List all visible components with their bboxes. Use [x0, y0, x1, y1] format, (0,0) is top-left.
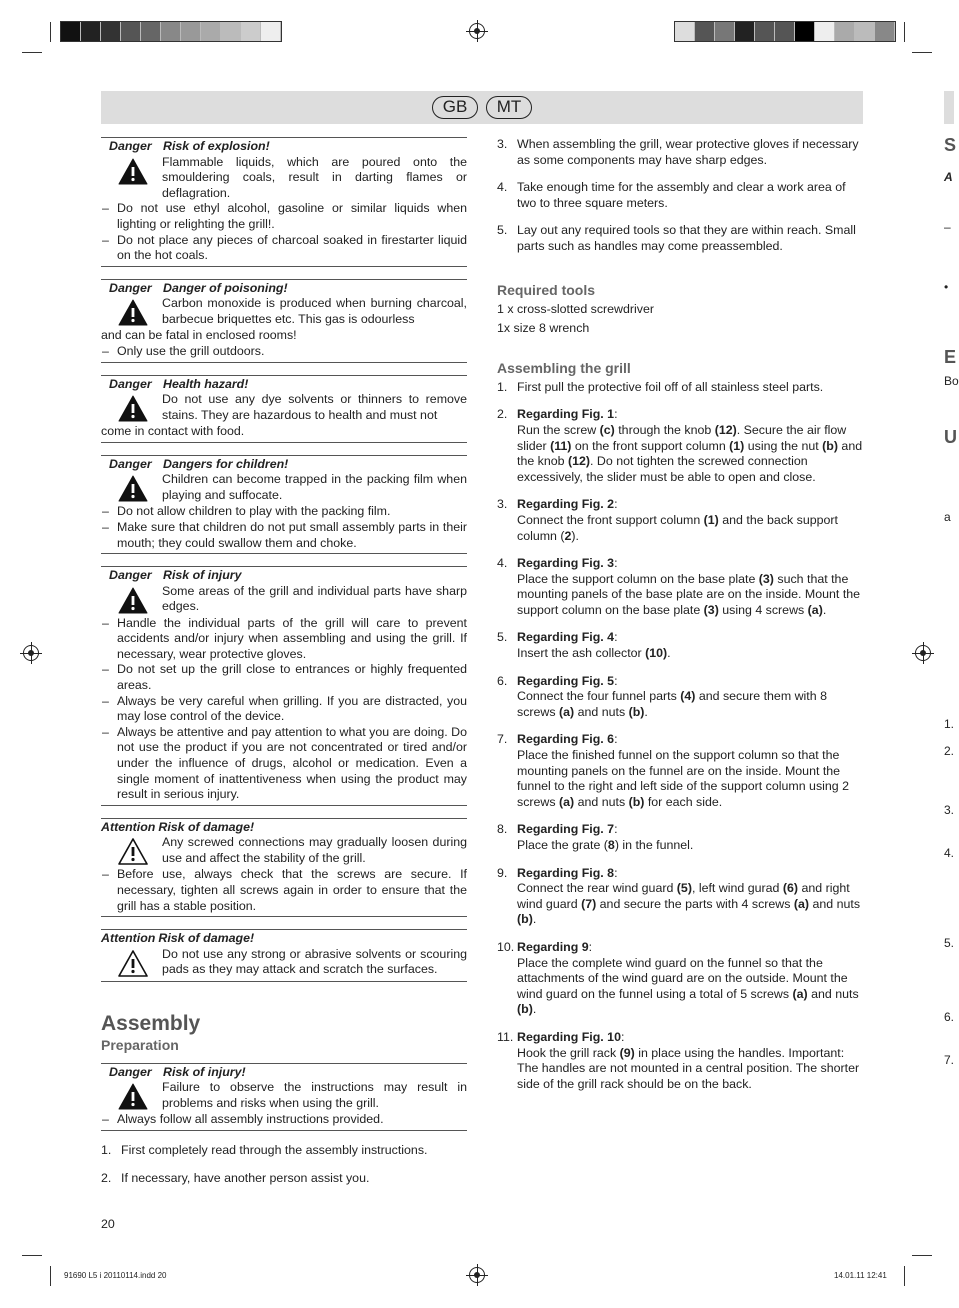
- section-title: Assembly: [101, 1011, 201, 1035]
- registration-mark-icon: [469, 23, 485, 39]
- warning-text: [101, 835, 467, 867]
- warning-title: Dangers for children!: [163, 456, 289, 471]
- warning-bullet: – Do not set up the grill close to entrances or highly frequented areas.: [101, 662, 467, 693]
- list-item: 2. Regarding Fig. 1: Run the screw (c) through the knob (12). Secure the air flow slider (11) on the front support column (1) using the nut (b) and the knob (12). Do not tighten the screwed connection excessively, the slider must be able to open and close.: [497, 407, 863, 484]
- warning-bullet: – Before use, always check that the screws are secure. If necessary, tighten all screws again in order to ensure that the grill has a stable position.: [101, 867, 467, 914]
- edge-fragment: •: [944, 280, 949, 294]
- step-number: 5.: [497, 630, 508, 645]
- warning-text-body: Some areas of the grill and individual parts have sharp edges.: [162, 583, 467, 614]
- step-number: 10.: [497, 939, 515, 954]
- step-number: 2.: [497, 407, 508, 422]
- list-item: 11. Regarding Fig. 10: Hook the grill rack (9) in place using the handles. Important: The handles are not mounted in a central position. The shorter side of the grill rack should be on the back.: [497, 1029, 860, 1091]
- warning-text-continued: and can be fatal in enclosed rooms!: [101, 328, 297, 343]
- warning-box-preparation: [101, 1063, 467, 1131]
- list-item: [497, 137, 863, 168]
- slug-file-info: 91690 L5 i 20110114.indd 20: [64, 1271, 167, 1280]
- registration-mark-icon: [469, 1267, 485, 1283]
- list-item: [101, 1171, 467, 1187]
- warning-bullet: – Always be attentive and pay attention to what you are doing. Do not use the product if you are not concentrated or tired and/or under the influence of drugs, alcohol or medication. Even a single moment of inattentiveness when using the product may result in serious injury.: [101, 725, 467, 803]
- warning-text-continued: come in contact with food.: [101, 424, 245, 439]
- step-text: Take enough time for the assembly and clear a work area of two to three square meters.: [517, 180, 846, 210]
- edge-fragment: Bo: [944, 374, 959, 388]
- warning-tag: Danger: [109, 280, 152, 295]
- step-number: 3.: [497, 137, 508, 151]
- warning-tag: Danger: [109, 456, 152, 471]
- danger-warning-icon: [118, 299, 148, 326]
- slug-date-time: 14.01.11 12:41: [834, 1271, 887, 1280]
- list-item: [497, 223, 863, 254]
- list-item: [497, 380, 863, 396]
- edge-fragment: 5.: [944, 936, 955, 950]
- crop-mark: [22, 1255, 42, 1256]
- list-item: 7. Regarding Fig. 6: Place the finished funnel on the support column so that the mounting panels on the funnel are on the inside. Mount the funnel to the right and left side of the support column using 2 screws (a) and nuts (b) for each side.: [497, 732, 850, 809]
- step-number: 3.: [497, 497, 508, 512]
- warning-box: [101, 375, 467, 443]
- assembling-heading: Assembling the grill: [497, 359, 631, 376]
- warning-heading: [101, 930, 467, 947]
- warning-bullet: – Do not use ethyl alcohol, gasoline or similar liquids when lighting or relighting the grill!.: [101, 201, 467, 232]
- step-text: Lay out any required tools so that they are within reach. Small parts such as handles may come preassembled.: [517, 223, 856, 253]
- crop-mark: [904, 22, 905, 42]
- warning-text-body: Carbon monoxide is produced when burning charcoal, barbecue briquettes etc. This gas is odourless: [162, 296, 467, 326]
- step-number: 5.: [497, 223, 508, 238]
- attention-warning-icon: [118, 950, 148, 977]
- registration-mark-icon: [23, 645, 39, 661]
- danger-warning-icon: [118, 1083, 148, 1110]
- header-band: [101, 91, 863, 124]
- crop-mark: [904, 1266, 905, 1286]
- step-text: Hook the grill rack (9) in place using the handles. Important: The handles are not mounted in a central position. The shorter side of the grill rack should be on the back.: [517, 1045, 860, 1091]
- warning-text: [101, 392, 467, 424]
- warning-tag: Danger: [109, 376, 152, 391]
- color-bar-left: [60, 21, 282, 42]
- edge-fragment: 1.: [944, 717, 955, 731]
- warning-bullet: – Always follow all assembly instructions provided.: [101, 1112, 467, 1128]
- step-text: When assembling the grill, wear protective gloves if necessary as some components may have sharp edges.: [517, 137, 859, 167]
- list-item: 6. Regarding Fig. 5: Connect the four funnel parts (4) and secure them with 8 screws (a) and nuts (b).: [497, 673, 827, 719]
- tool-item: 1 x cross-slotted screwdriver: [497, 301, 654, 316]
- language-badge-mt: MT: [486, 96, 532, 119]
- warning-heading: [101, 1064, 467, 1081]
- step-text: Connect the four funnel parts (4) and secure them with 8 screws (a) and nuts (b).: [517, 689, 827, 719]
- step-number: 4.: [497, 556, 508, 571]
- figure-reference: Regarding Fig. 4: [517, 630, 615, 645]
- warning-heading: [101, 280, 467, 297]
- warning-tag: Attention: [101, 931, 156, 946]
- warning-heading: [101, 376, 467, 393]
- warning-box: [101, 929, 467, 982]
- warning-heading: [101, 456, 467, 473]
- warning-tag: Danger: [109, 139, 152, 153]
- step-number: 1.: [101, 1142, 112, 1157]
- crop-mark: [50, 22, 51, 42]
- warning-tag: Danger: [109, 568, 152, 583]
- list-item: 9. Regarding Fig. 8: Connect the rear wind guard (5), left wind gurad (6) and right wind guard (7) and secure the parts with 4 screws (a) and nuts (b).: [497, 865, 861, 927]
- figure-reference: Regarding Fig. 1: [517, 407, 615, 422]
- required-tools-heading: Required tools: [497, 281, 596, 298]
- warning-text: [101, 947, 467, 979]
- step-text: First pull the protective foil off of all stainless steel parts.: [517, 379, 824, 394]
- step-number: 4.: [497, 180, 508, 195]
- step-text: Place the complete wind guard on the funnel so that the attachments of the wind guard are on the outside. Mount the wind guard on the funnel using a total of 5 screws (a) and nuts (b).: [517, 955, 859, 1017]
- warning-text-body: Failure to observe the instructions may result in problems and risks when using the grill.: [162, 1080, 467, 1110]
- step-number: 2.: [101, 1170, 112, 1185]
- crop-mark: [912, 1255, 932, 1256]
- edge-fragment: 4.: [944, 846, 955, 860]
- danger-warning-icon: [118, 395, 148, 422]
- list-item: 3. Regarding Fig. 2: Connect the front support column (1) and the back support column (2).: [497, 497, 838, 543]
- warning-tag: Danger: [109, 1064, 152, 1079]
- warning-heading: [101, 819, 467, 836]
- preparation-steps-continued: [497, 137, 863, 255]
- edge-fragment: a: [944, 510, 951, 524]
- figure-reference: Regarding Fig. 10: [517, 1029, 621, 1044]
- edge-fragment: 7.: [944, 1053, 955, 1067]
- edge-fragment: E: [944, 347, 957, 367]
- warning-text: [101, 1080, 467, 1112]
- warning-text: [101, 472, 467, 504]
- warning-text: [101, 584, 467, 616]
- step-number: 7.: [497, 732, 508, 747]
- step-text: Place the finished funnel on the support column so that the mounting panels on the funnel are on the inside. Mount the funnel to the right and left side of the support column using 2 screws (a) and nuts (b) for each side.: [517, 748, 850, 809]
- edge-fragment: S: [944, 135, 957, 155]
- warning-bullet: – Handle the individual parts of the grill will care to prevent accidents and/or injury when assembling and using the grill. If necessary, wear protective gloves.: [101, 616, 467, 663]
- step-text: Insert the ash collector (10).: [517, 646, 671, 661]
- warning-title: Risk of explosion!: [163, 139, 270, 153]
- warning-text-body: Do not use any dye solvents or thinners to remove stains. They are hazardous to health and must not: [162, 392, 467, 422]
- warning-bullet: – Always be very careful when grilling. If you are distracted, you may lose control of the device.: [101, 694, 467, 725]
- warning-text-body: Flammable liquids, which are poured onto the smouldering coals, result in darting flames or deflagration.: [162, 154, 467, 200]
- left-column: [101, 137, 467, 1198]
- step-number: 9.: [497, 865, 508, 880]
- section-subtitle: Preparation: [101, 1036, 179, 1053]
- header-band-next-page: [944, 91, 954, 124]
- warning-title: Risk of injury!: [163, 1064, 246, 1079]
- edge-fragment: 3.: [944, 803, 955, 817]
- warning-text: [101, 155, 467, 202]
- warning-text-body: Any screwed connections may gradually loosen during use and affect the stability of the grill.: [162, 835, 467, 865]
- list-item: 4. Regarding Fig. 3: Place the support column on the base plate (3) such that the mounting panels of the base plate are on the inside. Mount the support column on the base plate (3) using 4 screws (a).: [497, 556, 861, 617]
- assembly-steps: [497, 380, 863, 1093]
- list-item: 8. Regarding Fig. 7: Place the grate (8) in the funnel.: [497, 822, 694, 852]
- figure-reference: Regarding Fig. 2: [517, 497, 615, 512]
- list-item: 5. Regarding Fig. 4: Insert the ash collector (10).: [497, 630, 671, 661]
- step-text: If necessary, have another person assist you.: [121, 1170, 370, 1185]
- step-number: 11.: [497, 1029, 514, 1044]
- warning-bullet: – Do not allow children to play with the packing film.: [101, 504, 467, 520]
- edge-fragment: U: [944, 427, 957, 447]
- warning-box: [101, 137, 467, 267]
- tool-item: 1x size 8 wrench: [497, 321, 590, 336]
- warning-bullet: – Make sure that children do not put small assembly parts in their mouth; they could swallow them and choke.: [101, 520, 467, 551]
- danger-warning-icon: [118, 475, 148, 502]
- preparation-steps: [101, 1143, 467, 1186]
- list-item: [101, 1143, 467, 1159]
- attention-warning-icon: [118, 838, 148, 865]
- warning-title: Health hazard!: [163, 376, 249, 391]
- warning-bullet: – Only use the grill outdoors.: [101, 344, 467, 360]
- warning-title: Risk of damage!: [158, 819, 255, 834]
- step-text: Place the grate (8) in the funnel.: [517, 838, 694, 852]
- step-number: 8.: [497, 822, 508, 837]
- step-text: First completely read through the assembly instructions.: [121, 1142, 428, 1157]
- warning-bullet: – Do not place any pieces of charcoal soaked in firestarter liquid on the hot coals.: [101, 233, 467, 264]
- danger-warning-icon: [118, 587, 148, 614]
- warning-text-body: Children can become trapped in the packing film when playing and suffocate.: [162, 472, 467, 502]
- warning-title: Danger of poisoning!: [163, 280, 288, 295]
- language-badge-gb: GB: [432, 96, 478, 119]
- list-item: 10. Regarding 9: Place the complete wind guard on the funnel so that the attachments of the wind guard are on the outside. Mount the wind guard on the funnel using a total of 5 screws (a) and nuts (b).: [497, 939, 859, 1017]
- warning-box: [101, 818, 467, 917]
- crop-mark: [50, 1266, 51, 1286]
- figure-reference: Regarding Fig. 5: [517, 673, 615, 688]
- crop-mark: [22, 52, 42, 53]
- figure-reference: Regarding Fig. 7: [517, 822, 615, 837]
- step-text: Run the screw (c) through the knob (12). Secure the air flow slider (11) on the front support column (1) using the nut (b) and the knob (12). Do not tighten the screwed connection excessively, the slider must be able to open and close.: [517, 422, 863, 484]
- warning-heading: [101, 138, 467, 155]
- page-number: 20: [101, 1217, 115, 1231]
- registration-mark-icon: [915, 645, 931, 661]
- edge-fragment: 6.: [944, 1010, 955, 1024]
- step-number: 6.: [497, 673, 508, 688]
- warning-box: [101, 279, 467, 363]
- step-text: Connect the rear wind guard (5), left wind gurad (6) and right wind guard (7) and secure the parts with 4 screws (a) and nuts (b).: [517, 881, 861, 927]
- figure-reference: Regarding Fig. 3: [517, 556, 615, 571]
- warning-heading: [101, 567, 467, 584]
- edge-fragment: A: [944, 170, 953, 184]
- warning-text-body: Do not use any strong or abrasive solvents or scouring pads as they may attack and scratch the surfaces.: [162, 946, 467, 977]
- warning-title: Risk of injury: [163, 568, 242, 583]
- warning-box: [101, 566, 467, 806]
- warning-tag: Attention: [101, 819, 156, 834]
- figure-reference: Regarding 9: [517, 939, 589, 954]
- warning-text: [101, 296, 467, 328]
- step-text: Connect the front support column (1) and the back support column (2).: [517, 512, 838, 543]
- danger-warning-icon: [118, 158, 148, 185]
- crop-mark: [912, 52, 932, 53]
- edge-fragment: –: [944, 220, 951, 234]
- color-bar-right: [674, 21, 896, 42]
- figure-reference: Regarding Fig. 6: [517, 732, 615, 747]
- step-number: 1.: [497, 379, 508, 394]
- figure-reference: Regarding Fig. 8: [517, 865, 615, 880]
- right-column: [497, 137, 863, 1104]
- edge-fragment: 2.: [944, 744, 955, 758]
- warning-title: Risk of damage!: [158, 931, 255, 946]
- list-item: [497, 180, 863, 211]
- warning-box: [101, 455, 467, 554]
- step-text: Place the support column on the base plate (3) such that the mounting panels of the base plate are on the inside. Mount the support column on the base plate (3) using 4 screws (a).: [517, 571, 861, 617]
